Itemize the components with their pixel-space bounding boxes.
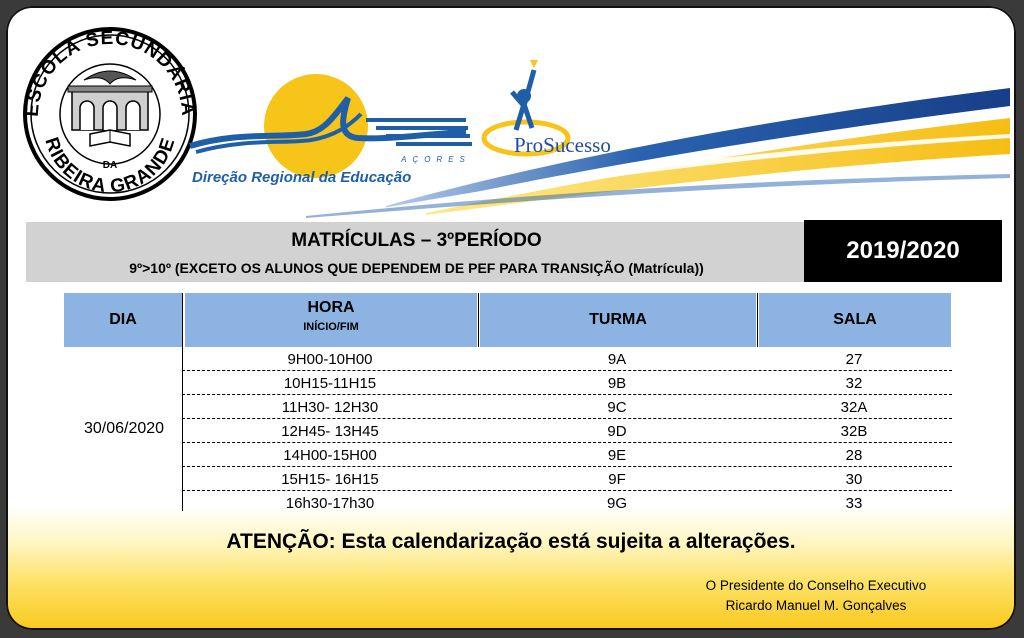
sala-cell: 33 bbox=[845, 495, 863, 512]
hora-cell: 12H45- 13H45 bbox=[281, 423, 379, 440]
column-header-sala bbox=[759, 293, 951, 347]
turma-cell: 9C bbox=[607, 399, 627, 416]
turma-cell: 9E bbox=[607, 447, 627, 464]
school-seal bbox=[22, 28, 199, 199]
sala-cell: 32B bbox=[840, 423, 868, 440]
drec-logo bbox=[190, 74, 472, 186]
turma-cell: 9B bbox=[607, 375, 627, 392]
column-header-turma bbox=[480, 293, 756, 347]
table-row bbox=[182, 347, 952, 371]
prosucesso-name: ProSucesso bbox=[514, 133, 611, 157]
signature-name: Ricardo Manuel M. Gonçalves bbox=[725, 598, 907, 613]
hora-cell: 15H15- 16H15 bbox=[281, 471, 379, 488]
hora-cell: 11H30- 12H30 bbox=[281, 399, 379, 416]
column-header-hora-sublabel: INÍCIO/FIM bbox=[303, 321, 359, 333]
hora-cell: 14H00-15H00 bbox=[283, 447, 377, 464]
table-row bbox=[182, 491, 952, 515]
sala-cell: 28 bbox=[845, 447, 863, 464]
hora-cell: 16h30-17h30 bbox=[285, 495, 375, 512]
turma-cell: 9A bbox=[607, 351, 627, 368]
hora-cell: 10H15-11H15 bbox=[283, 375, 377, 392]
sala-cell: 27 bbox=[845, 351, 863, 368]
header-banner bbox=[6, 6, 1016, 221]
date-cell: 30/06/2020 bbox=[83, 420, 165, 437]
seal-top-text: ESCOLA SECUNDÁRIA bbox=[21, 27, 199, 118]
seal-middle-text: DA bbox=[102, 160, 118, 171]
sala-cell: 30 bbox=[845, 471, 863, 488]
table-row bbox=[182, 443, 952, 467]
turma-cell: 9F bbox=[608, 471, 626, 488]
seal-bottom-text: RIBEIRA GRANDE bbox=[40, 134, 180, 198]
table-divider bbox=[757, 293, 758, 347]
table-row bbox=[182, 371, 952, 395]
page-title: MATRÍCULAS – 3ºPERÍODO bbox=[291, 230, 542, 251]
sala-cell: 32 bbox=[845, 375, 863, 392]
decorative-swoosh bbox=[306, 88, 1010, 218]
table-row bbox=[182, 419, 952, 443]
turma-cell: 9G bbox=[606, 495, 627, 512]
table-row bbox=[182, 395, 952, 419]
title-box bbox=[26, 222, 807, 282]
notice-text: ATENÇÃO: Esta calendarização está sujeita a alterações. bbox=[226, 530, 796, 553]
document-page bbox=[6, 6, 1016, 630]
turma-cell: 9D bbox=[607, 423, 627, 440]
drec-sub-text: AÇORES bbox=[401, 155, 471, 164]
drec-name: Direção Regional da Educação bbox=[192, 169, 412, 186]
school-year-box bbox=[804, 220, 1002, 282]
column-header-dia bbox=[64, 293, 182, 347]
prosucesso-logo bbox=[484, 60, 611, 157]
table-divider bbox=[478, 293, 479, 347]
column-header-turma-label: TURMA bbox=[589, 311, 647, 328]
column-header-hora bbox=[185, 293, 477, 347]
column-header-hora-label: HORA bbox=[307, 299, 355, 316]
hora-cell: 9H00-10H00 bbox=[287, 351, 373, 368]
school-year: 2019/2020 bbox=[846, 237, 960, 264]
sala-cell: 32A bbox=[840, 399, 868, 416]
table-row bbox=[182, 467, 952, 491]
column-header-dia-label: DIA bbox=[109, 311, 137, 328]
signature-role: O Presidente do Conselho Executivo bbox=[705, 578, 927, 593]
column-header-sala-label: SALA bbox=[833, 311, 877, 328]
page-subtitle: 9º>10º (EXCETO OS ALUNOS QUE DEPENDEM DE PEF PARA TRANSIÇÃO (Matrícula)) bbox=[129, 260, 704, 276]
